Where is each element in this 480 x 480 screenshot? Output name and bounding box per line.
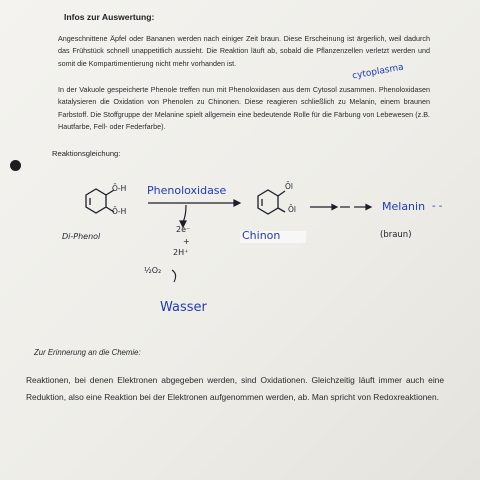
electrons-label: 2e⁻: [176, 225, 191, 234]
protons-label: 2H⁺: [173, 248, 189, 257]
oh-top-label: Ō-H: [112, 184, 127, 193]
reaction-arrow-icon: [148, 200, 240, 227]
water-label: Wasser: [160, 300, 207, 315]
paragraph-redox: Reaktionen, bei denen Elektronen abgegeben werden, sind Oxidationen. Gleichzeitig läuft immer auch eine Reduktion, also eine Reaktion bei der Elektronen aufgenommen werden, ab. Man spricht von Redoxreaktionen.: [26, 375, 444, 402]
plus-label: +: [183, 237, 190, 246]
oh-bottom-label: Ō-H: [112, 207, 127, 216]
paragraph-browning: Angeschnittene Äpfel oder Bananen werden nach einiger Zeit braun. Diese Erscheinung ist ärgerlich, weil dadurch das Frühstück schnell unappetitlich aussieht. Die Reaktion läuft ab, sobald die Pflanzenzellen verletzt werden und somit die Kompartimentierung nicht mehr vorhanden ist.: [58, 34, 430, 68]
diphenol-label: Di-Phenol: [62, 232, 101, 241]
chinon-o-top-label: Ōl: [285, 182, 293, 191]
chinon-ring-icon: [258, 190, 285, 214]
melanin-dots: - -: [432, 201, 443, 212]
paragraph-phenol-oxidation: In der Vakuole gespeicherte Phenole treffen nun mit Phenoloxidasen aus dem Cytosol zusammen. Phenoloxidasen katalysieren die Oxidation von Phenolen zu Chinonen. Diese reagieren schließlich zu Melanin, einem braunen Farbstoff. Die Stoffgruppe der Melanine spielt allgemein eine bedeutende Rolle für die Färbung von Lebewesen (z.B. Hautfarbe, Fell- oder Federfarbe).: [58, 85, 430, 132]
chinon-o-bottom-label: Ōl: [288, 205, 296, 214]
reaction-heading: Reaktionsgleichung:: [52, 149, 121, 158]
melanin-label: Melanin: [382, 200, 426, 213]
chinon-label: Chinon: [242, 229, 281, 242]
oxygen-arrow-icon: [172, 270, 176, 282]
reminder-heading: Zur Erinnerung an die Chemie:: [34, 348, 141, 357]
dashed-arrow-icon: [310, 205, 371, 210]
braun-label: (braun): [380, 230, 412, 240]
oxygen-label: ½O₂: [144, 266, 162, 275]
phenoloxidase-label: Phenoloxidase: [147, 184, 227, 197]
diphenol-ring-icon: [86, 189, 114, 213]
handwritten-cytoplasma: cytoplasma: [351, 62, 405, 82]
page-title: Infos zur Auswertung:: [64, 12, 155, 22]
